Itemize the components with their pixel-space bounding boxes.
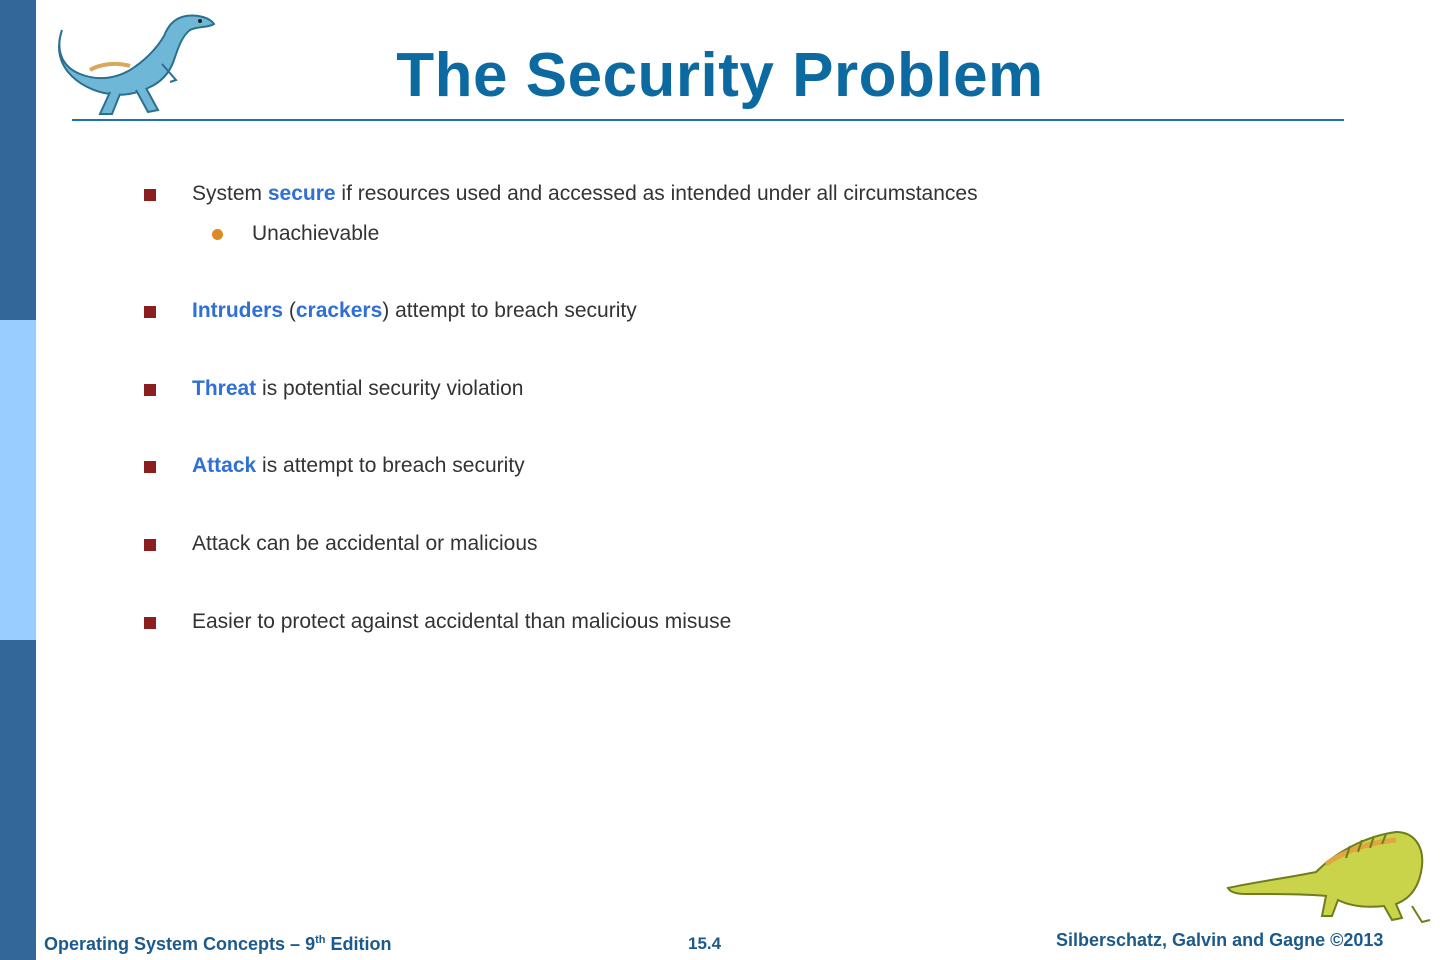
keyword-intruders: Intruders bbox=[192, 299, 284, 322]
square-bullet-icon bbox=[144, 306, 156, 318]
page-title: The Security Problem bbox=[396, 41, 1044, 110]
square-bullet-icon bbox=[144, 617, 156, 629]
round-bullet-icon bbox=[212, 229, 223, 240]
title-divider bbox=[72, 119, 1344, 121]
sidebar-accent bbox=[0, 320, 36, 640]
bullet-text: Attack is attempt to breach security bbox=[192, 454, 525, 477]
footer-authors: Silberschatz, Galvin and Gagne ©2013 bbox=[1056, 930, 1384, 950]
bullet-text: System secure if resources used and accessed as intended under all circumstances bbox=[192, 182, 978, 205]
bullet-text: Threat is potential security violation bbox=[192, 377, 524, 400]
footer-book-title: Operating System Concepts – 9th Edition bbox=[44, 934, 392, 954]
bullet-text: Intruders (crackers) attempt to breach security bbox=[192, 299, 637, 322]
keyword-secure: secure bbox=[267, 182, 336, 205]
square-bullet-icon bbox=[144, 539, 156, 551]
keyword-threat: Threat bbox=[192, 377, 257, 400]
sub-bullet-text: Unachievable bbox=[252, 222, 380, 245]
keyword-crackers: crackers bbox=[295, 299, 383, 322]
bullet-text: Easier to protect against accidental than malicious misuse bbox=[192, 610, 732, 633]
square-bullet-icon bbox=[144, 461, 156, 473]
keyword-attack: Attack bbox=[192, 454, 257, 477]
square-bullet-icon bbox=[144, 189, 156, 201]
square-bullet-icon bbox=[144, 384, 156, 396]
dinosaur-lying-icon bbox=[1226, 822, 1431, 927]
page-number: 15.4 bbox=[688, 934, 722, 953]
bullet-text: Attack can be accidental or malicious bbox=[192, 532, 538, 555]
